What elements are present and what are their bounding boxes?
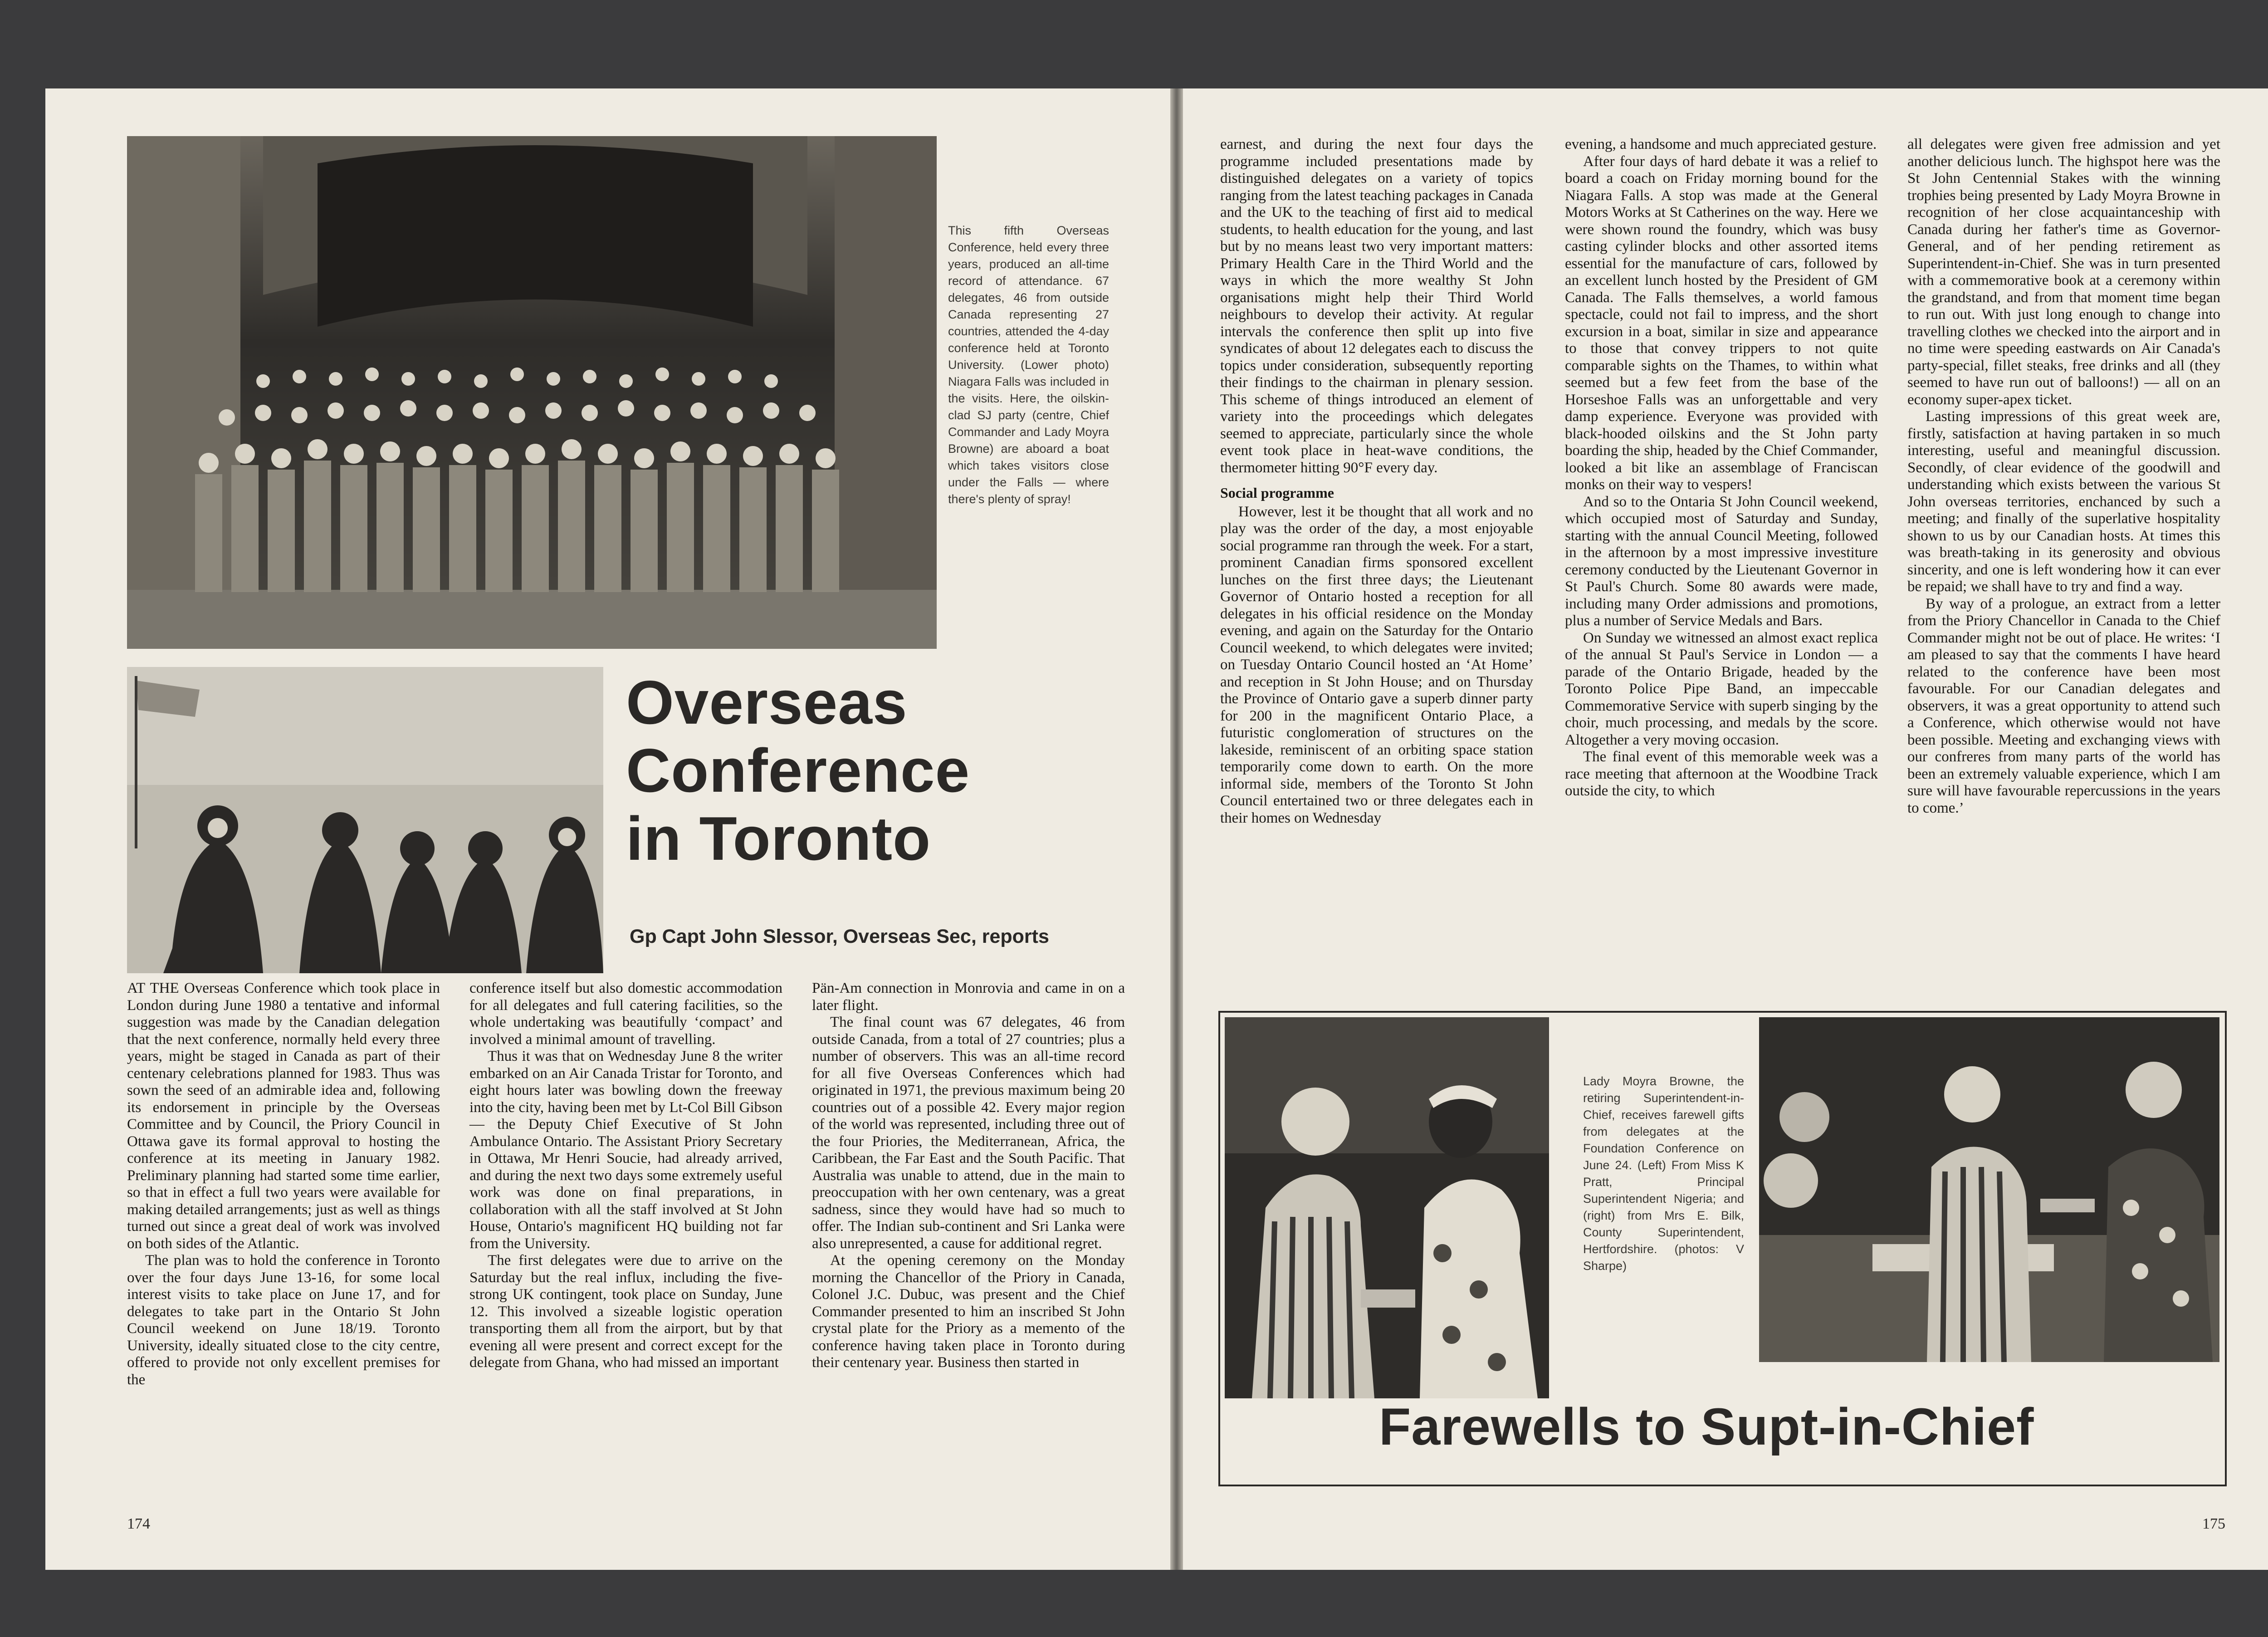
- paragraph: The final count was 67 delegates, 46 from outside Canada, from a total of 27 countries; plus a number of observers. This was an all-time record for all five Overseas Conferences which had originated in 1971, the previous maximum being 20 countries out of a possible 42. Every major region of the world was represented, including three out of the four Priories, the Mediterranean, Africa, the Caribbean, the Far East and the South Pacific. That Australia was unable to attend, due in the main to preoccupation with her own centenary, was a great sadness, since they would have had so much to offer. The Indian sub-continent and Sri Lanka were also unrepresented, a cause for additional regret.: [812, 1014, 1125, 1252]
- farewell-photo-right: [1759, 1017, 2219, 1362]
- left-column-3: [812, 980, 1125, 1372]
- paragraph: And so to the Ontaria St John Council weekend, which occupied most of Saturday and Sunday, starting with the annual Council Meeting, followed in the afternoon by a most impressive investiture ceremony conducted by the Lieutenant Governor in St Paul's Church. Some 80 awards were made, including many Order admissions and promotions, plus a number of Service Medals and Bars.: [1565, 493, 1878, 629]
- paragraph: At the opening ceremony on the Monday morning the Chancellor of the Priory in Canada, Colonel J.C. Dubuc, was present and the Chief Commander presented to him an inscribed St John crystal plate for the Priory as a memento of the conference having taken place in Toronto during their centenary year. Business then started in: [812, 1252, 1125, 1371]
- paragraph: Lasting impressions of this great week are, firstly, satisfaction at having partaken in so much interesting, useful and meaningful discussion. Secondly, of clear evidence of the goodwill and understanding which exists between the various St John overseas territories, enchanced by such a meeting; and finally of the superlative hospitality shown to us by our Canadian hosts. At times this was breath-taking in its generosity and obvious sincerity, and one is left wondering how it can ever be repaid; we shall have to try and find a way.: [1907, 408, 2220, 595]
- paragraph: Thus it was that on Wednesday June 8 the writer embarked on an Air Canada Tristar for Toronto, and eight hours later was bowling down the freeway into the city, having been met by Lt-Col Bill Gibson — the Deputy Chief Executive of St John Ambulance Ontario. The Assistant Priory Secretary in Ottawa, Mr Henri Soucie, had already arrived, and during the next two days some extremely useful work was done on final preparations, in collaboration with all the staff involved at St John House, Ontario's magnificent HQ building not far from the University.: [469, 1048, 782, 1252]
- right-column-1: [1220, 136, 1533, 827]
- paragraph: The first delegates were due to arrive on the Saturday but the real influx, including the five-strong UK contingent, took place on Sunday, June 12. This involved a sizeable logistic operation transporting them all from the airport, but by that evening all were present and correct except for the delegate from Ghana, who had missed an important: [469, 1252, 782, 1371]
- page-number-right: 175: [2202, 1515, 2225, 1532]
- group-photo-caption: This fifth Overseas Conference, held every three years, produced an all-time record of attendance. 67 delegates, 46 from outside Canada representing 27 countries, attended the 4-day conference held at Toronto University. (Lower photo) Niagara Falls was included in the visits. Here, the oilskin-clad SJ party (centre, Chief Commander and Lady Moyra Browne) are aboard a boat which takes visitors close under the Falls — where there's plenty of spray!: [948, 224, 1109, 506]
- page-number-left: 174: [127, 1515, 150, 1532]
- group-photo: [127, 136, 937, 649]
- section-heading: Social programme: [1220, 485, 1334, 501]
- farewell-caption: Lady Moyra Browne, the retiring Superintendent-in-Chief, receives farewell gifts from delegates at the Foundation Conference on June 24. (Left) From Miss K Pratt, Principal Superintendent Nigeria; and (right) from Mrs E. Bilk, County Superintendent, Hertfordshire. (photos: V Sharpe): [1583, 1074, 1744, 1273]
- headline-line-2: Conference: [626, 736, 970, 805]
- paragraph: The plan was to hold the conference in Toronto over the four days June 13-16, for some local interest visits to take place on June 17, and for delegates to take part in the Ontario St John Council weekend on June 18/19. Toronto University, ideally situated close to the city centre, offered to provide not only excellent premises for the: [127, 1252, 440, 1388]
- headline-line-1: Overseas: [626, 668, 908, 737]
- paragraph: The final event of this memorable week was a race meeting that afternoon at the Woodbine Track outside the city, to which: [1565, 749, 1878, 799]
- paragraph: evening, a handsome and much appreciated gesture.: [1565, 136, 1877, 152]
- paragraph: After four days of hard debate it was a relief to board a coach on Friday morning bound for the Niagara Falls. A stop was made at the General Motors Works at St Catherines on the way. Here we were shown round the foundry, which was busy casting cylinder blocks and other assorted items essential for the manufacture of cars, followed by an excellent lunch hosted by the President of GM Canada. The Falls themselves, a world famous spectacle, could not fail to impress, and the short excursion in a boat, similar in size and appearance to those that convey trippers to not quite comparable sights on the Thames, to within what seemed but a few feet from the base of the Horseshoe Falls was an unforgettable and very damp experience. Everyone was provided with black-hooded oilskins and the St John party boarding the ship, headed by the Chief Commander, looked a bit like an assemblage of Franciscan monks on their way to vespers!: [1565, 153, 1878, 493]
- byline: Gp Capt John Slessor, Overseas Sec, reports: [630, 926, 1049, 947]
- paragraph: By way of a prologue, an extract from a letter from the Priory Chancellor in Canada to the Chief Commander might not be out of place. He writes: ‘I am pleased to say that the comments I have heard related to the conference have been most favourable. For our Canadian delegates and observers, it was a great opportunity to attend such a Conference, which otherwise would not have been possible. Meeting and exchanging views with our confreres from many parts of the world has been an extremely valuable experience, which I am sure will have favourable repercussions in the years to come.’: [1907, 595, 2220, 816]
- page-gutter: [1170, 88, 1183, 1570]
- paragraph: earnest, and during the next four days the programme included presentations made by distinguished delegates on a variety of topics ranging from the latest teaching packages in Canada and the UK to the teaching of first aid to medical students, to health education for the young, and last but by no means least two very important matters: Primary Health Care in the Third World and the ways in which the more wealthy St John organisations might help their Third World neighbours to develop their activity. At regular intervals the conference then split up into five syndicates of about 12 delegates each to discuss the topics under consideration, subsequently reporting their findings to the chairman in plenary session. This scheme of things introduced an element of variety into the proceedings which delegates seemed to appreciate, particularly since the whole event took place in heat-wave conditions, the thermometer hitting 90°F every day.: [1220, 136, 1533, 476]
- paragraph: Pän-Am connection in Monrovia and came in on a later flight.: [812, 980, 1125, 1014]
- left-column-2: [469, 980, 782, 1372]
- farewell-headline: Farewells to Supt-in-Chief: [1379, 1398, 2034, 1456]
- right-column-3: [1907, 136, 2220, 817]
- paragraph: AT THE Overseas Conference which took place in London during June 1980 a tentative and informal suggestion was made by the Canadian delegation that the next conference, normally held every three years, might be staged in Canada as part of their centenary celebrations planned for 1983. Thus was sown the seed of an admirable idea and, following its endorsement in principle by the Overseas Committee and by Council, the Priory Council in Ottawa gave its formal approval to hosting the conference at its meeting in January 1982. Preliminary planning had started some time earlier, so that in effect a full two years were available for making detailed arrangements; just as well as things turned out since a great deal of work was involved on both sides of the Atlantic.: [127, 980, 440, 1252]
- right-column-2: [1565, 136, 1878, 800]
- headline-line-3: in Toronto: [626, 804, 931, 873]
- niagara-photo: [127, 667, 603, 973]
- farewell-photo-left: [1225, 1017, 1549, 1398]
- left-column-1: [127, 980, 440, 1388]
- paragraph: all delegates were given free admission and yet another delicious lunch. The highspot here was the St John Centennial Stakes with the winning trophies being presented by Lady Moyra Browne in recognition of her close acquaintanceship with Canada during her father's time as Governor-General, and of her pending retirement as Superintendent-in-Chief. She was in turn presented with a commemorative book at a ceremony within the grandstand, and from that moment time began to run out. With just long enough to change into travelling clothes we checked into the airport and in no time were speeding eastwards on Air Canada's party-special, fillet steaks, free drinks and all (they seemed to have run out of balloons!) — all on an economy super-apex ticket.: [1907, 136, 2220, 408]
- paragraph: conference itself but also domestic accommodation for all delegates and full catering facilities, so the whole undertaking was beautifully ‘compact’ and involved a minimal amount of travelling.: [469, 980, 782, 1048]
- paragraph: However, lest it be thought that all work and no play was the order of the day, a most enjoyable social programme ran through the week. For a start, prominent Canadian firms sponsored excellent lunches on the first three days; the Lieutenant Governor of Ontario hosted a reception for all delegates in his official residence on the Monday evening, and again on the Saturday for the Ontario Council weekend, to which delegates were invited; on Tuesday Ontario Council hosted an ‘At Home’ and reception in St John House; and on Thursday the Province of Ontario gave a superb dinner party for 200 in the magnificent Ontario Place, a futuristic conglomeration of structures on the lakeside, reminiscent of an orbiting space station temporarily come down to earth. On the more informal side, members of the Toronto St John Council entertained two or three delegates each in their homes on Wednesday: [1220, 503, 1533, 826]
- paragraph: On Sunday we witnessed an almost exact replica of the annual St Paul's Service in London — a parade of the Ontario Brigade, headed by the Toronto Police Pipe Band, an impeccable Commemorative Service with superb singing by the choir, much processing, and medals by the score. Altogether a very moving occasion.: [1565, 629, 1878, 748]
